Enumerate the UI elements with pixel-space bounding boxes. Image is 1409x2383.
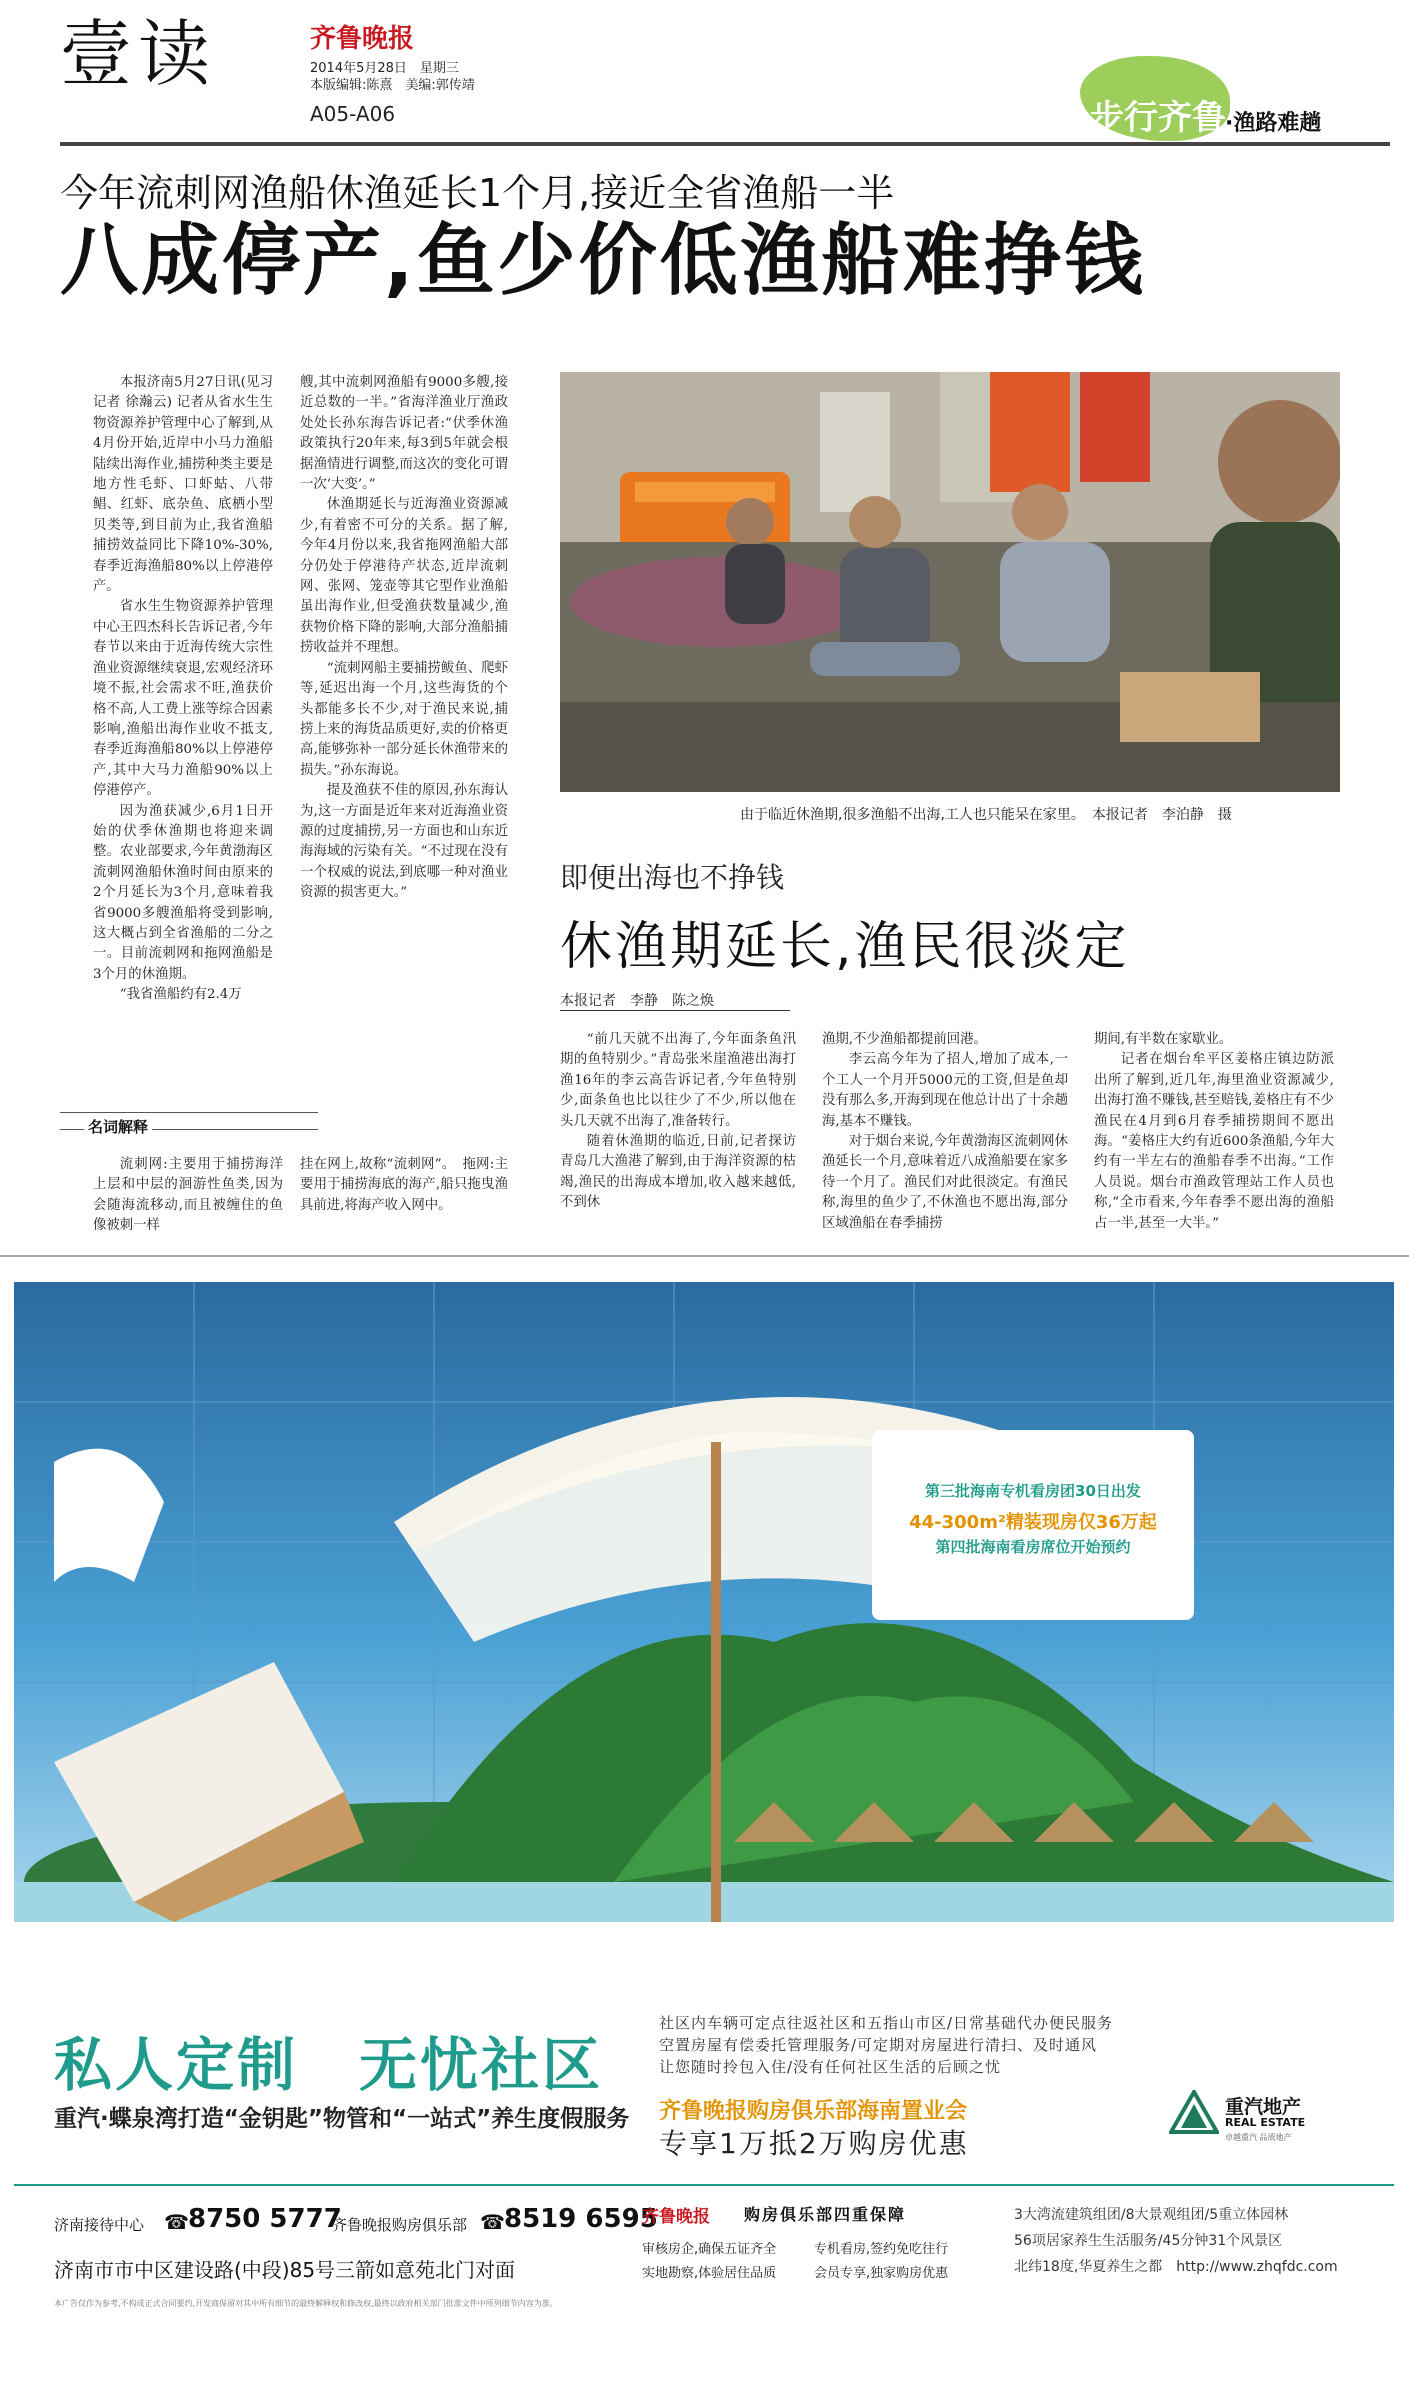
service-list	[659, 2012, 1219, 2078]
service-item: 让您随时拎包入住/没有任何社区生活的后顾之忧	[659, 2058, 1002, 2076]
lead-headline: 八成停产,鱼少价低渔船难挣钱	[60, 216, 1146, 306]
service-item: 社区内车辆可定点往返社区和五指山市区/日常基础代办便民服务	[659, 2014, 1114, 2032]
paragraph: 省水生生物资源养护管理中心王四杰科长告诉记者,今年春节以来由于近海传统大宗性渔业资源继续衰退,宏观经济环境不振,社会需求不旺,渔获价格不高,人工费上涨等综合因素影响,渔船出海作业收不抵支,春季近海渔船80%以上停港停产,其中大马力渔船90%以上停港停产。	[93, 599, 273, 799]
real-estate-ad	[14, 1282, 1394, 2322]
paragraph: “我省渔船约有2.4万	[119, 987, 242, 1003]
guarantee-item: 实地勘察,体验居住品质	[642, 2266, 777, 2281]
address: 济南市市中区建设路(中段)85号三箭如意苑北门对面	[54, 2258, 516, 2282]
guarantee-title: 购房俱乐部四重保障	[744, 2205, 907, 2224]
paragraph: 流刺网:主要用于捕捞海洋上层和中层的洄游性鱼类,因为会随海流移动,而且被缠住的鱼像被刺一样	[93, 1157, 283, 1234]
phone-icon: ☎	[164, 2210, 189, 2234]
byline-rule	[560, 1010, 790, 1011]
phone-icon: ☎	[480, 2210, 505, 2234]
club-name: 齐鲁晚报购房俱乐部海南置业会	[659, 2099, 968, 2124]
brand-english-name: REAL ESTATE	[1225, 2116, 1306, 2129]
sub-column-3	[1094, 1030, 1334, 1234]
contact-2-number: 8519 6595	[504, 2204, 658, 2234]
publication-date: 2014年5月28日 星期三	[310, 61, 459, 76]
promo-puzzle-card	[872, 1430, 1194, 1620]
brand-block	[1169, 2086, 1389, 2156]
promo-line-1: 第三批海南专机看房团30日出发	[925, 1482, 1141, 1500]
series-subtitle: ·渔路难趟	[1225, 111, 1322, 136]
paper-logo: 齐鲁晚报	[310, 24, 415, 54]
paragraph: 挂在网上,故称“流刺网”。 拖网:主要用于捕捞海底的海产,船只拖曳渔具前进,将海产收入网中。	[300, 1157, 508, 1213]
promo-line-3: 第四批海南看房席位开始预约	[935, 1538, 1131, 1556]
brand-logo-icon	[1169, 2090, 1219, 2136]
glossary-title: 名词解释	[84, 1116, 152, 1137]
guarantee-item: 专机看房,签约免吃往行	[814, 2242, 949, 2257]
editor-credits: 本版编辑:陈熹 美编:郭传靖	[310, 78, 475, 93]
guarantee-item: 会员专享,独家购房优惠	[814, 2266, 949, 2281]
guarantee-item: 审核房企,确保五证齐全	[642, 2242, 777, 2257]
project-line: 3大湾流建筑组团/8大景观组团/5重立体园林	[1014, 2207, 1289, 2223]
page-range: A05-A06	[310, 102, 396, 126]
paragraph: “流刺网船主要捕捞鲅鱼、爬虾等,延迟出海一个月,这些海货的个头都能多长不少,对于渔民来说,捕捞上来的海货品质更好,卖的价格更高,能够弥补一部分延长休渔带来的损失。”孙东海说。	[300, 660, 508, 778]
fishermen-photo-illustration	[560, 372, 1340, 792]
sub-kicker: 即便出海也不挣钱	[560, 861, 785, 894]
ad-info-panel	[14, 1998, 1394, 2322]
glossary-column-2	[300, 1155, 508, 1216]
header-rule	[60, 142, 1390, 146]
lead-column-1	[93, 373, 273, 1006]
glossary-column-1	[93, 1155, 283, 1237]
project-line: 北纬18度,华夏养生之都 http://www.zhqfdc.com	[1014, 2259, 1338, 2275]
paragraph: 提及渔获不佳的原因,孙东海认为,这一方面是近年来对近海渔业资源的过度捕捞,另一方面也和山东近海海域的污染有关。“不过现在没有一个权威的说法,到底哪一种对渔业资源的损害更大。”	[300, 783, 508, 901]
service-item: 空置房屋有偿委托管理服务/可定期对房屋进行清扫、及时通风	[659, 2036, 1098, 2054]
paragraph: 记者在烟台牟平区姜格庄镇边防派出所了解到,近几年,海里渔业资源减少,出海打渔不赚钱,甚至赔钱,姜格庄有不少渔民在4月到6月春季捕捞期间不愿出海。“姜格庄大约有近600条渔船,今年大约有一半左右的渔船春季不出海。”工作人员说。烟台市渔政管理站工作人员也称,“全市看来,今年春季不愿出海的渔船占一半,甚至一大半。”	[1094, 1052, 1334, 1231]
paragraph: 期间,有半数在家歇业。	[1094, 1032, 1233, 1047]
section-separator	[0, 1255, 1409, 1257]
ad-tagline: 重汽·蝶泉湾打造“金钥匙”物管和“一站式”养生度假服务	[54, 2106, 630, 2132]
news-photo	[560, 372, 1340, 792]
lead-kicker: 今年流刺网渔船休渔延长1个月,接近全省渔船一半	[60, 171, 895, 215]
fine-print: 本广告仅作为参考,不构成正式合同要约,开发商保留对其中所有细节的最终解释权和修改权,最终以政府相关部门批准文件中所列细节内容为准。	[54, 2299, 558, 2308]
contact-divider	[14, 2184, 1394, 2186]
paragraph: 渔期,不少渔船都提前回港。	[822, 1032, 987, 1047]
sub-byline: 本报记者 李静 陈之焕	[560, 993, 714, 1009]
paragraph: 因为渔获减少,6月1日开始的伏季休渔期也将迎来调整。农业部要求,今年黄渤海区流刺网渔船休渔时间由原来的2个月延长为3个月,意味着我省9000多艘渔船将受到影响,这大概占到全省渔船的二分之一。目前流刺网和拖网渔船是3个月的休渔期。	[93, 803, 273, 982]
paragraph: 休渔期延长与近海渔业资源减少,有着密不可分的关系。据了解,今年4月份以来,我省拖网渔船大部分仍处于停港待产状态,近岸流刺网、张网、笼壶等其它型作业渔船虽出海作业,但受渔获数量减少,渔获物价格下降的影响,大部分渔船捕捞收益并不理想。	[300, 497, 508, 656]
section-title: 壹读	[60, 12, 217, 96]
brand-name: 重汽地产	[1225, 2096, 1302, 2118]
sub-column-2	[822, 1030, 1068, 1234]
contact-1-number: 8750 5777	[188, 2204, 342, 2234]
brand-slogan: 卓越重汽 品质地产	[1225, 2133, 1292, 2142]
paragraph: 对于烟台来说,今年黄渤海区流刺网休渔延长一个月,意味着近八成渔船要在家多待一个月了。渔民们对此很淡定。有渔民称,海里的鱼少了,不休渔也不愿出海,部分区域渔船在春季捕捞	[822, 1134, 1068, 1231]
photo-caption: 由于临近休渔期,很多渔船不出海,工人也只能呆在家里。 本报记者 李泊静 摄	[740, 807, 1232, 823]
promo-line-2: 44-300m²精装现房仅36万起	[909, 1512, 1157, 1533]
series-badge	[1050, 56, 1390, 146]
series-name: 步行齐鲁	[1090, 98, 1226, 138]
sub-headline: 休渔期延长,渔民很淡定	[560, 917, 1130, 977]
paragraph: 李云高今年为了招人,增加了成本,一个工人一个月开5000元的工资,但是鱼却没有那么多,开海到现在他总计出了十余趟海,基本不赚钱。	[822, 1052, 1068, 1129]
contact-2-label: 齐鲁晚报购房俱乐部	[332, 2216, 468, 2234]
lead-column-2	[300, 373, 508, 904]
sub-column-1	[560, 1030, 796, 1214]
ad-headline: 私人定制 无忧社区	[54, 2031, 604, 2099]
paragraph: 艘,其中流刺网渔船有9000多艘,接近总数的一半。”省海洋渔业厅渔政处处长孙东海告诉记者:“伏季休渔政策执行20年来,每3到5年就会根据渔情进行调整,而这次的变化可谓一次‘大变’。”	[300, 375, 508, 493]
contact-1-label: 济南接待中心	[54, 2216, 145, 2234]
guarantee-logo: 齐鲁晚报	[642, 2207, 710, 2227]
paragraph: 本报济南5月27日讯(见习记者 徐瀚云) 记者从省水生生物资源养护管理中心了解到,从4月份开始,近岸中小马力渔船陆续出海作业,捕捞种类主要是地方性毛虾、口虾蛄、八带鲳、红虾、底杂鱼、底栖小型贝类等,到目前为止,我省渔船捕捞效益同比下降10%-30%,春季近海渔船80%以上停港停产。	[93, 375, 273, 595]
paragraph: “前几天就不出海了,今年面条鱼汛期的鱼特别少。”青岛张米崖渔港出海打渔16年的李云高告诉记者,今年鱼特别少,面条鱼也比以往少了不少,所以他在头几天就不出海了,准备转行。	[560, 1032, 796, 1129]
project-line: 56项居家养生生活服务/45分钟31个风景区	[1014, 2233, 1283, 2249]
club-offer: 专享1万抵2万购房优惠	[659, 2127, 969, 2160]
masthead	[60, 14, 1390, 144]
paragraph: 随着休渔期的临近,日前,记者探访青岛几大渔港了解到,由于海洋资源的枯竭,渔民的出海成本增加,收入越来越低,不到休	[560, 1134, 796, 1211]
